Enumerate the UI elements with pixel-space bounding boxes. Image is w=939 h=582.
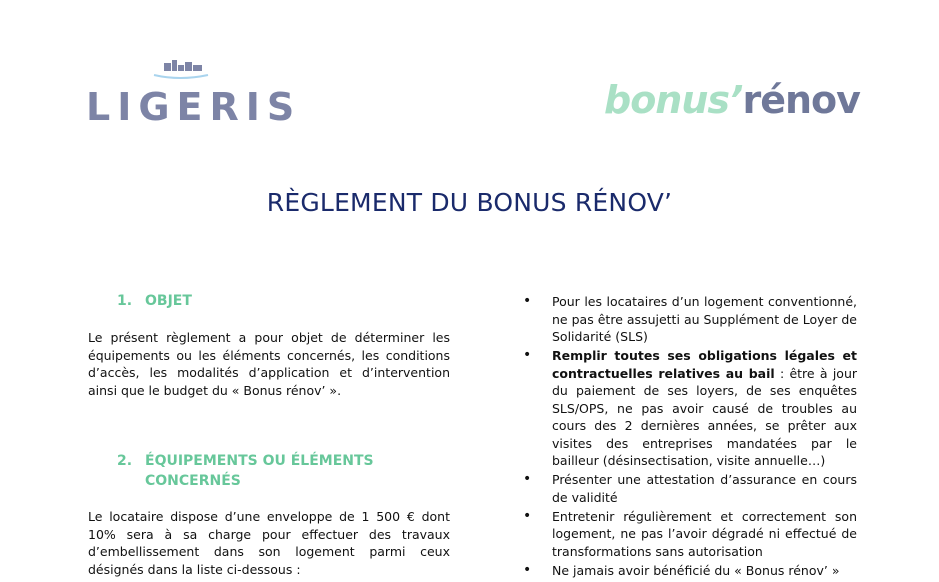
section-title-line2: CONCERNÉS [145, 473, 241, 489]
list-item-text: Pour les locataires d’un logement conventionné, ne pas être assujetti au Supplément de Loyer de Solidarité (SLS) [552, 294, 857, 344]
list-item [520, 562, 857, 580]
list-item-text: Ne jamais avoir bénéficié du « Bonus rénov’ » [552, 562, 840, 578]
bullet-icon: • [523, 561, 532, 578]
section-heading-objet [117, 291, 192, 311]
section-heading-equipements [117, 451, 374, 491]
ligeris-logo-text: LIGERIS [86, 85, 302, 129]
section-title-line1: ÉQUIPEMENTS OU ÉLÉMENTS [145, 453, 374, 469]
bonus-logo-part1: bonus’ [604, 78, 743, 122]
page-title: RÈGLEMENT DU BONUS RÉNOV’ [266, 188, 673, 217]
bullet-icon: • [523, 293, 532, 309]
section-title: OBJET [145, 293, 192, 309]
bonus-logo-part2: rénov [742, 78, 860, 122]
bullet-icon: • [523, 507, 532, 524]
bullet-icon: • [523, 471, 532, 487]
ligeris-emblem-icon [150, 57, 210, 83]
section-title [145, 451, 374, 491]
bullet-icon: • [523, 347, 532, 363]
list-item-text: Entretenir régulièrement et correctement son logement, ne pas l’avoir dégradé ni effectué de transformations sans autorisation [552, 508, 857, 559]
list-item [520, 347, 857, 470]
ligeris-logo [86, 57, 302, 129]
section-paragraph-objet: Le présent règlement a pour objet de déterminer les équipements ou les éléments concernés, les conditions d’accès, les modalités d’application et d’intervention ainsi que le budget du « Bonus rénov’ ». [88, 330, 450, 398]
section-paragraph-equipements: Le locataire dispose d’une enveloppe de 1 500 € dont 10% sera à sa charge pour effectuer des travaux d’embellissement dans son logement parmi ceux désignés dans la liste ci-dessous : [88, 509, 450, 577]
list-item [520, 293, 857, 346]
section-number: 2. [117, 453, 133, 469]
list-item-text: : être à jour du paiement de ses loyers, de ses enquêtes SLS/OPS, ne pas avoir causé de troubles au cours des 2 dernières années, se prêter aux visites des entreprises mandatées par le bailleur (désinsectisation, visite annuelle…) [552, 365, 858, 468]
list-item [520, 508, 857, 561]
list-item-bold-text: Remplir toutes ses obligations légales et contractuelles relatives au bail [552, 348, 857, 381]
list-item [520, 471, 857, 506]
conditions-list [520, 293, 857, 581]
list-item-text: Présenter une attestation d’assurance en cours de validité [552, 472, 857, 505]
bonus-renov-logo [604, 78, 860, 126]
section-number: 1. [117, 293, 133, 309]
